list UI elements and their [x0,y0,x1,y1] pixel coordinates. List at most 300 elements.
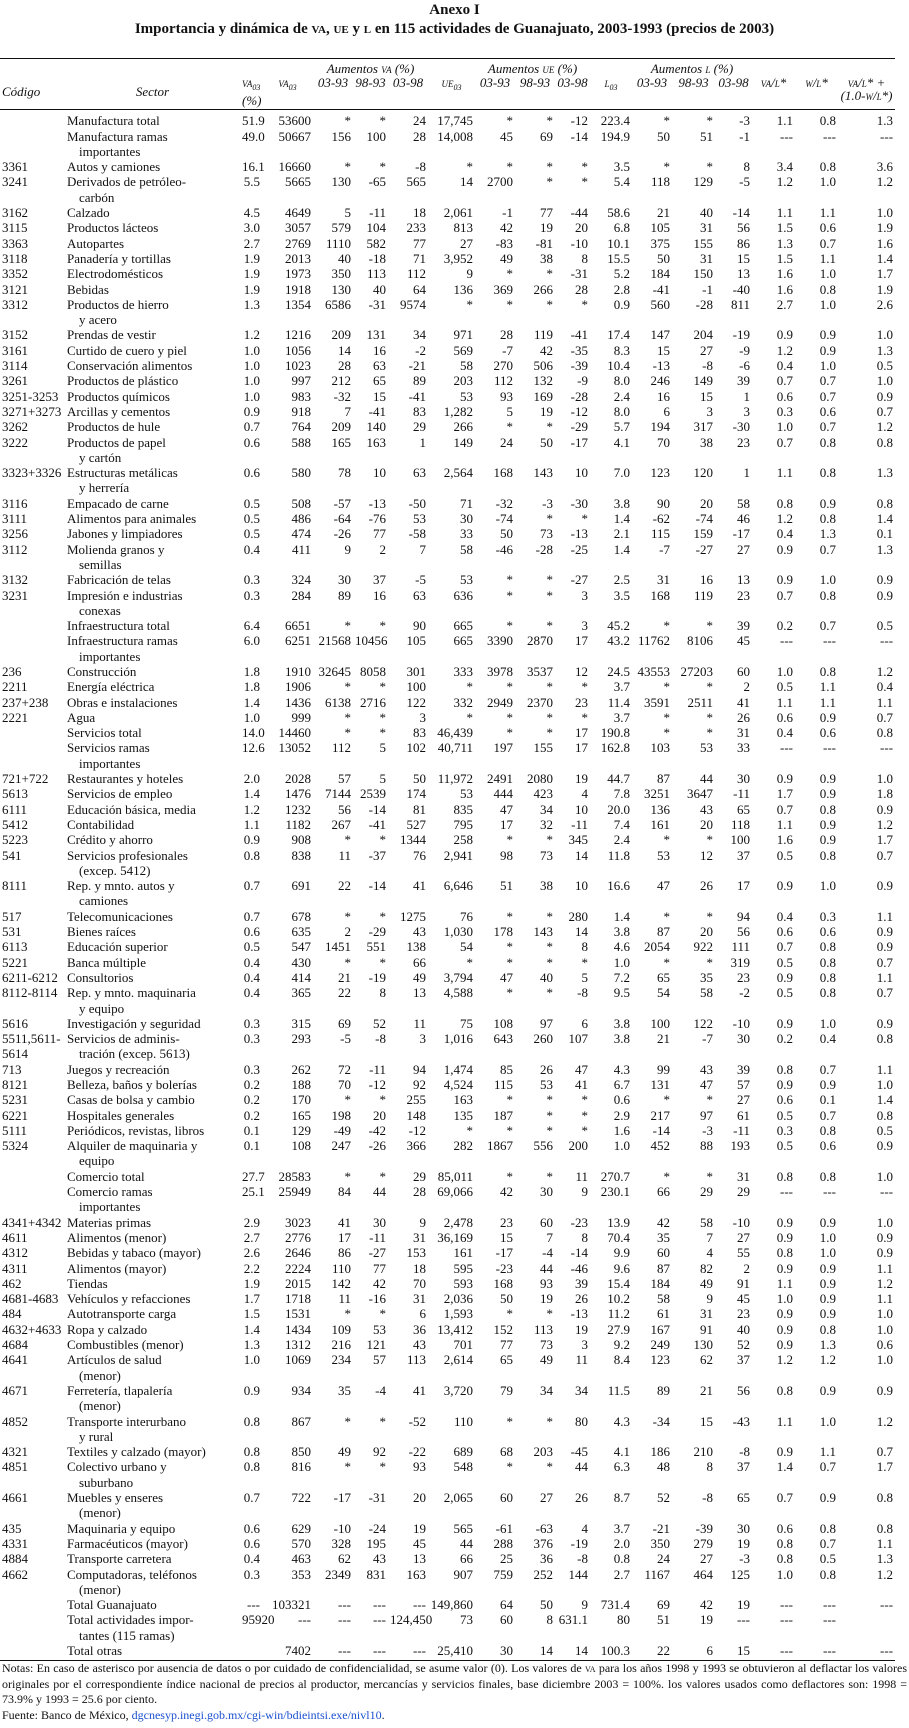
value-cell: 193 [730,1138,751,1154]
value-cell: * [344,679,351,695]
value-cell: 0.9 [776,1015,794,1031]
value-cell: -57 [333,495,351,511]
sector-cell: Alimentos (menor) [67,1229,167,1245]
value-cell: 143 [533,465,554,481]
code-cell: 3352 [2,266,28,282]
value-cell: 1.2 [776,1352,794,1368]
value-cell: 595 [453,1260,474,1276]
value-cell: * [546,832,554,848]
value-cell: 42 [540,342,554,358]
value-cell: -32 [333,388,351,404]
value-cell: 1436 [285,694,311,710]
value-cell: 593 [453,1275,474,1291]
title-segment: en 115 actividades de Guanajuato, 2003-1993 (precios de 2003) [371,21,775,37]
value-cell: --- [752,1643,795,1661]
value-cell: 9.9 [613,1245,631,1261]
value-cell: 100 [406,679,427,695]
value-cell: 89 [657,1382,671,1398]
value-cell: 0.8 [819,1168,837,1184]
value-cell: 1.2 [776,174,794,190]
value-cell: 1.0 [876,771,894,787]
value-cell: 0.1 [243,1138,260,1154]
value-cell: 0.7 [243,878,260,894]
value-cell: 423 [533,786,554,802]
value-cell: 97 [540,1015,554,1031]
value-cell: 2.6 [876,296,894,312]
code-cell: 713 [2,1061,22,1077]
value-cell: * [706,159,714,175]
value-cell: --- [373,1612,386,1628]
value-cell: 80 [575,1413,589,1429]
value-cell: 6586 [325,296,351,312]
value-cell: 136 [453,281,474,297]
value-cell: * [546,1306,554,1322]
value-cell: * [546,159,554,175]
value-cell: -25 [570,541,589,557]
table-row [0,389,895,404]
sector-cell: Consultorios [67,969,134,985]
value-cell: 163 [453,1092,474,1108]
sector-cell: Estructuras metálicas y herrería [67,465,178,496]
value-cell: 7144 [325,786,351,802]
value-cell: -8 [415,159,427,175]
value-cell: 190.8 [600,725,631,741]
value-cell: 10 [373,465,386,481]
value-cell: 23 [737,1306,751,1322]
sector-cell: Total otras [65,1643,240,1661]
sector-cell: Curtido de cuero y piel [67,342,187,358]
code-cell: 3251-3253 [2,388,59,404]
value-cell: 1.4 [613,511,631,527]
value-cell: 124,450 [390,1612,433,1628]
value-cell: 5 [581,969,589,985]
value-cell: 99 [657,1061,671,1077]
value-cell: 89 [338,587,351,603]
value-cell: -22 [408,1444,427,1460]
table-row [0,1108,895,1123]
table-row [0,939,895,954]
sector-cell: Investigación y seguridad [67,1015,201,1031]
value-cell: 486 [291,511,311,527]
value-cell: --- [780,128,794,144]
value-cell: 69,066 [437,1184,474,1200]
sector-cell: Conservación alimentos [67,358,193,374]
value-cell: 328 [331,1535,351,1551]
value-cell: 112 [493,373,514,389]
value-cell: 1.0 [876,1321,894,1337]
value-cell: 0.7 [243,908,260,924]
table-row [0,159,895,174]
value-cell: 284 [291,587,311,603]
value-cell: 24.5 [607,663,631,679]
value-cell: 2,061 [443,205,474,221]
value-cell: --- [880,1184,894,1200]
value-cell: 2224 [285,1260,311,1276]
value-cell: 0.6 [776,388,794,404]
value-cell: 73 [540,526,554,542]
table-row [0,633,895,664]
value-cell: 0.6 [819,924,837,940]
value-cell: --- [823,1597,837,1613]
value-cell: 70 [338,1077,351,1092]
value-cell: 45 [737,633,751,649]
value-cell: 1.1 [876,1260,894,1276]
value-cell: 0.3 [243,1015,260,1031]
value-cell: 0.3 [243,572,260,588]
value-cell: 1.1 [876,1291,894,1307]
notes [2,1661,907,1723]
value-cell: 8.3 [613,342,631,358]
table-row [0,297,895,328]
value-cell: 22 [338,878,351,894]
sector-cell: Vehículos y refacciones [67,1291,191,1307]
value-cell: 1.0 [819,266,837,282]
value-cell: 665 [453,633,474,649]
value-cell: 0.9 [819,1291,837,1307]
value-cell: * [466,954,474,970]
value-cell: 87 [657,924,671,940]
value-cell: 0.6 [243,1535,260,1551]
code-cell [0,1169,65,1184]
value-cell: 13052 [278,740,311,756]
value-cell: 135 [453,1107,474,1123]
value-cell: 18 [413,205,427,221]
sector-cell: Autos y camiones [67,159,161,175]
value-cell: 42 [373,1275,386,1291]
value-cell: 1.3 [243,296,260,312]
value-cell: 86 [338,1245,351,1261]
code-cell: 3161 [2,342,28,358]
value-cell: 0.8 [876,1107,894,1123]
value-cell: 1.2 [876,419,894,435]
value-cell: 163 [406,1566,427,1582]
table-row [0,878,895,909]
value-cell: 2.7 [243,1229,260,1245]
value-cell: 365 [291,985,311,1001]
value-cell: 0.5 [776,847,794,863]
value-cell: 7.8 [613,786,631,802]
value-cell: 2013 [285,250,311,266]
code-cell: 6113 [2,939,28,955]
code-cell: 237+238 [2,694,49,710]
value-cell: 1.2 [876,663,894,679]
value-cell: 0.7 [819,1061,837,1077]
value-cell: * [506,679,514,695]
value-cell: 90 [413,618,427,634]
value-cell: 52 [657,1490,671,1506]
value-cell: -9 [739,342,751,358]
table-row [0,1138,895,1169]
value-cell: 194.9 [600,128,631,144]
value-cell: 26 [540,1061,554,1077]
code-cell: 3115 [2,220,28,236]
sector-cell: Alquiler de maquinaria y equipo [67,1138,198,1169]
value-cell: 1.0 [876,1352,894,1368]
value-cell: 87 [657,771,671,787]
value-cell: 65 [373,373,386,389]
value-cell: 580 [291,465,311,481]
sector-cell: Bebidas y tabaco (mayor) [67,1245,201,1261]
value-cell: 32 [540,816,554,832]
value-cell: * [581,174,589,190]
value-cell: * [379,618,386,634]
value-cell: 2949 [487,694,514,710]
table-row [0,511,895,526]
table-row [0,358,895,373]
value-cell: * [344,1306,351,1322]
value-cell: 266 [453,419,474,435]
header-spacer [0,59,313,77]
value-cell: -17 [333,1490,351,1506]
value-cell: 1.1 [876,969,894,985]
sector-cell: Prendas de vestir [67,327,156,343]
code-cell: 4311 [2,1260,28,1276]
value-cell: -31 [368,296,386,312]
sector-cell: Manufactura ramas importantes [67,128,168,159]
table-row [0,1077,895,1092]
value-cell: 7.4 [613,816,631,832]
value-cell: 0.9 [819,709,837,725]
value-cell: 14 [338,342,351,358]
value-cell: 1.1 [776,1275,794,1291]
value-cell: 0.8 [776,1168,794,1184]
value-cell: 1344 [400,832,427,848]
value-cell: 84 [338,1184,351,1200]
value-cell: 0.3 [776,1122,794,1138]
value-cell: 10.1 [607,235,631,251]
table-row [0,220,895,235]
code-cell: 3312 [2,296,28,312]
code-cell: 3121 [2,281,28,297]
value-cell: -29 [368,924,386,940]
sector-cell: Bebidas [67,281,109,297]
value-cell: 0.7 [876,847,894,863]
sector-cell: Infraestructura total [67,618,170,634]
code-cell: 3114 [2,358,28,374]
value-cell: 1.4 [243,694,260,710]
sector-cell: Servicios ramas importantes [67,740,150,771]
table-row [0,1230,895,1245]
value-cell: -4 [375,1382,386,1398]
value-cell: --- [373,1597,386,1613]
value-cell: 14460 [278,725,311,741]
value-cell: 163 [366,434,386,450]
value-cell: 110 [453,1413,474,1429]
value-cell: 1906 [285,679,311,695]
value-cell: 0.9 [243,1382,260,1398]
value-cell: -11 [369,205,386,221]
value-cell: 0.8 [819,954,837,970]
value-cell: * [506,1168,514,1184]
value-cell: 0.9 [876,1015,894,1031]
value-cell: 0.9 [776,1444,794,1460]
value-cell: 45.2 [607,618,631,634]
value-cell: * [379,709,386,725]
value-cell: 56 [737,924,751,940]
value-cell: 2,564 [443,465,474,481]
value-cell: 5 [379,740,386,756]
value-cell: 77 [500,1337,514,1353]
value-cell: * [506,908,514,924]
source-link[interactable]: dgcnesyp.inegi.gob.mx/cgi-win/bdieintsi.exe/nivl10 [131,1707,382,1722]
value-cell: 0.7 [819,618,837,634]
value-cell: * [663,679,671,695]
code-cell: 3118 [2,250,28,266]
value-cell: -17 [732,526,751,542]
value-cell: 0.7 [776,939,794,955]
value-cell: * [546,618,554,634]
value-cell: 0.8 [819,587,837,603]
value-cell: 122 [693,1015,714,1031]
value-cell: 11 [338,847,351,863]
value-cell: * [344,832,351,848]
value-cell: 1.9 [243,1275,260,1291]
sector-cell: Servicios profesionales (excep. 5412) [67,847,188,878]
value-cell: 1.0 [819,174,837,190]
value-cell: 1.9 [243,281,260,297]
value-cell: 1.1 [776,205,794,221]
value-cell: 1167 [644,1566,671,1582]
value-cell: 1.8 [876,786,894,802]
value-cell: 161 [650,816,671,832]
value-cell: -31 [368,1490,386,1506]
value-cell: 9.5 [613,985,631,1001]
value-cell: 1.0 [776,1566,794,1582]
value-cell: 20.0 [607,801,631,817]
code-cell: 236 [2,663,22,679]
value-cell: 6,646 [443,878,474,894]
value-cell: 97 [700,1107,714,1123]
table-row [0,771,895,786]
code-cell: 8121 [2,1077,28,1092]
value-cell: -41 [570,327,589,343]
value-cell: 49 [413,969,427,985]
sector-cell: Computadoras, teléfonos (menor) [67,1566,197,1597]
value-cell: 0.6 [243,1520,260,1536]
value-cell: --- [880,633,894,649]
value-cell: 0.9 [876,801,894,817]
value-cell: 14 [555,1643,590,1661]
value-cell: 0.9 [876,924,894,940]
value-cell: -27 [368,1245,386,1261]
value-cell: * [663,159,671,175]
value-cell: * [581,1107,589,1123]
value-cell: * [706,1168,714,1184]
value-cell: 83 [413,403,427,419]
table-row [0,205,895,220]
value-cell: 93 [500,388,514,404]
group-header: Aumentos va (%) [313,59,428,77]
value-cell: 89 [413,373,427,389]
value-cell: 0.7 [819,1459,837,1475]
value-cell: 1.0 [819,1015,837,1031]
value-cell: 0.9 [819,1306,837,1322]
value-cell: 9 [581,1597,589,1613]
value-cell: 27.7 [242,1168,265,1184]
value-cell: -14 [368,878,386,894]
value-cell: 1.1 [819,1444,837,1460]
value-cell: 255 [406,1092,427,1108]
value-cell: 0.8 [776,1535,794,1551]
value-cell: 195 [366,1535,386,1551]
table-row [0,251,895,266]
value-cell: -13 [570,526,589,542]
sector-cell: Servicios total [67,725,142,741]
value-cell: * [663,618,671,634]
sector-cell: Banca múltiple [67,954,147,970]
value-cell: 77 [373,526,386,542]
value-cell: --- [823,740,837,756]
value-cell: --- [313,1643,353,1661]
value-cell: * [546,266,554,282]
value-cell: 25.1 [242,1184,265,1200]
value-cell: 5665 [285,174,311,190]
value-cell: 6.4 [243,618,260,634]
value-cell: -11 [571,816,589,832]
value-cell: 0.7 [243,1490,260,1506]
value-cell [838,1612,895,1643]
value-cell: 971 [453,327,474,343]
value-cell: -63 [535,1520,554,1536]
value-cell: 23 [575,694,589,710]
value-cell: -7 [502,342,514,358]
value-cell: 0.8 [776,1551,794,1567]
value-cell: 1.1 [776,1413,794,1429]
group-header: Aumentos l (%) [632,59,752,77]
value-cell: 629 [291,1520,311,1536]
value-cell: * [546,296,554,312]
value-cell: 168 [650,587,671,603]
value-cell: 411 [291,541,311,557]
value-cell: 149 [693,373,714,389]
value-cell: 0.7 [876,985,894,1001]
value-cell: 40 [700,205,714,221]
sector-cell: Impresión e industrias conexas [67,587,183,618]
table-row [0,419,895,434]
value-cell: 19 [540,403,554,419]
value-cell: 1.2 [876,1413,894,1429]
value-cell: 0.9 [819,786,837,802]
value-cell: 1.1 [876,1535,894,1551]
value-cell: 0.2 [243,1092,260,1108]
value-cell: 165 [291,1107,311,1123]
value-cell: --- [780,740,794,756]
value-cell: 209 [331,419,351,435]
value-cell: 50 [657,250,671,266]
value-cell: 0.9 [776,572,794,588]
title-segment: Importancia y dinámica de [134,21,312,37]
value-cell: 1,474 [443,1061,474,1077]
value-cell: * [581,1122,589,1138]
value-cell: 0.9 [876,587,894,603]
value-cell: 41 [737,694,751,710]
value-cell: 30 [540,1184,554,1200]
column-header: 98-93 [353,76,388,110]
value-cell: * [706,709,714,725]
value-cell: 156 [331,128,351,144]
value-cell: -28 [570,388,589,404]
code-cell [0,618,65,633]
value-cell: -3 [702,1122,714,1138]
value-cell: 100.3 [590,1643,632,1661]
value-cell: 1.0 [819,1413,837,1429]
value-cell: 29 [413,419,427,435]
value-cell: * [344,725,351,741]
value-cell: 1.1 [819,694,837,710]
value-cell: 635 [291,924,311,940]
value-cell: * [506,832,514,848]
value-cell: 6 [672,1643,715,1661]
